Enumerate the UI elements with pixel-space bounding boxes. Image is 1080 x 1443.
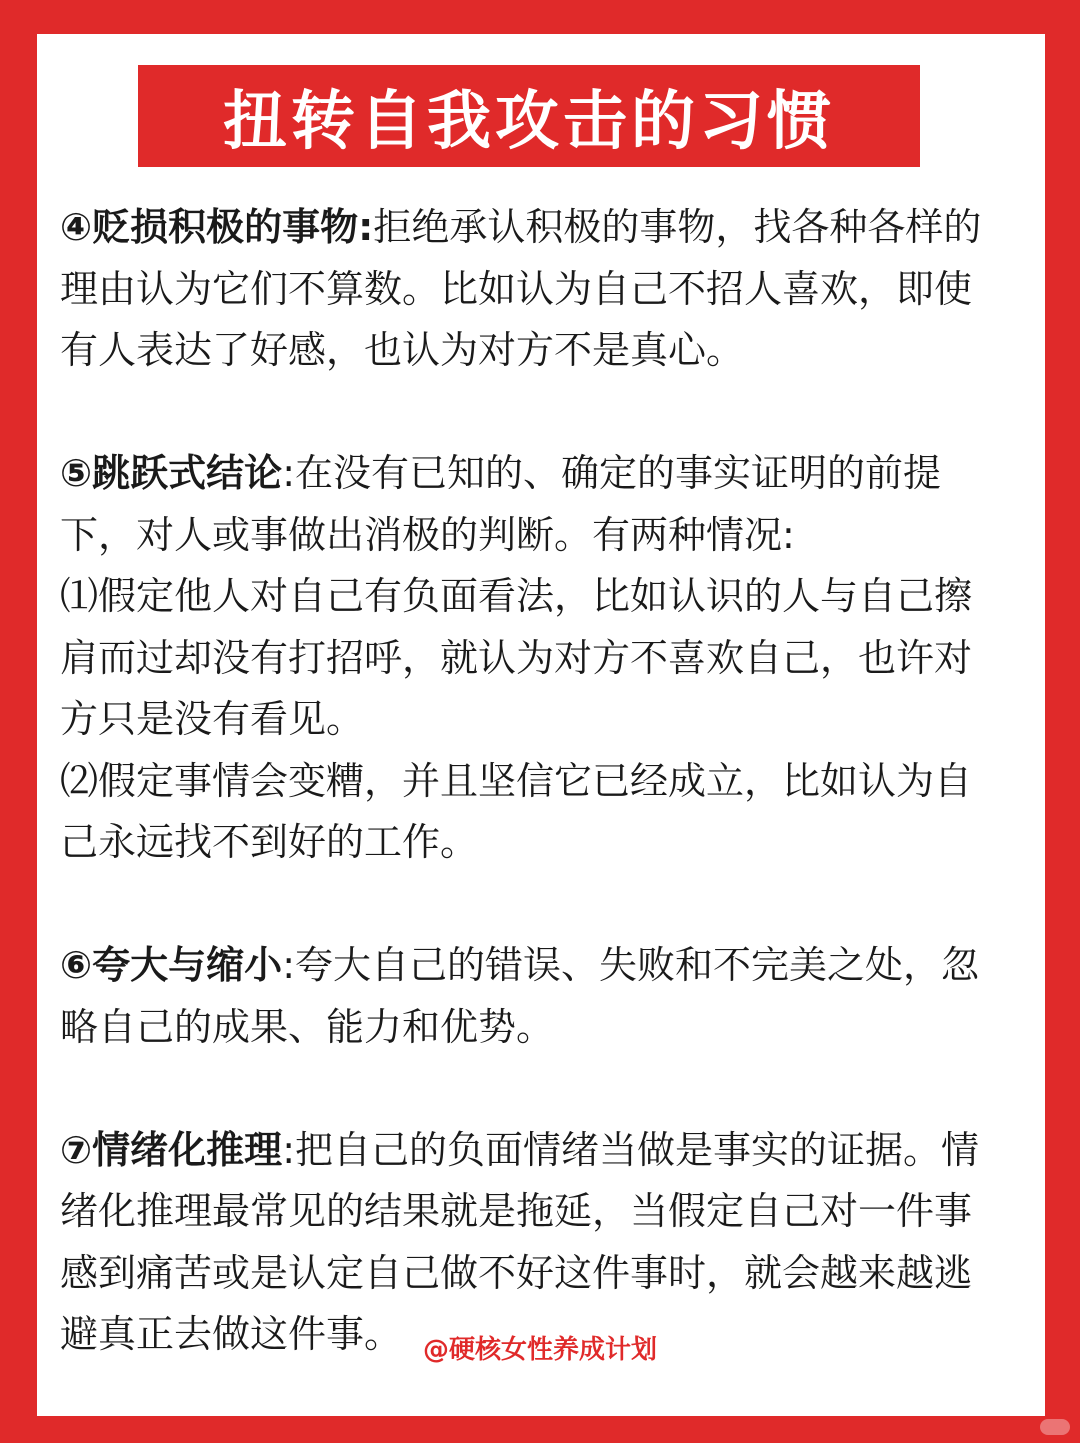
section-text: :在没有已知的、确定的事实证明的前提下，对人或事做出消极的判断。有两种情况: <box>60 451 941 557</box>
section-term: ④贬损积极的事物: <box>60 205 374 249</box>
section-paragraph <box>60 197 1000 382</box>
section-text: :夸大自己的错误、失败和不完美之处，忽略自己的成果、能力和优势。 <box>60 943 979 1049</box>
section-subpoint: ⑵假定事情会变糟，并且坚信它已经成立，比如认为自己永远找不到好的工作。 <box>60 758 973 864</box>
section-paragraph <box>60 935 1000 1058</box>
author-watermark: @硬核女性养成计划 <box>422 1335 657 1365</box>
page-title: 扭转自我攻击的习惯 <box>223 85 835 159</box>
section-term: ⑤跳跃式结论 <box>60 451 283 495</box>
section-jumping-conclusions <box>60 443 1000 874</box>
section-subpoint: ⑴假定他人对自己有负面看法，比如认识的人与自己擦肩而过却没有打招呼，就认为对方不喜欢自己，也许对方只是没有看见。 <box>60 574 973 741</box>
section-discount-positive <box>60 197 1000 382</box>
content-card <box>37 34 1045 1416</box>
section-text: :把自己的负面情绪当做是事实的证据。情绪化推理最常见的结果就是拖延，当假定自己对一件事感到痛苦或是认定自己做不好这件事时，就会越来越逃避真正去做这件事。 <box>60 1127 979 1356</box>
section-term: ⑥夸大与缩小 <box>60 943 283 987</box>
section-paragraph <box>60 443 1000 566</box>
section-term: ⑦情绪化推理 <box>60 1127 283 1172</box>
section-magnify-minimize <box>60 935 1000 1058</box>
platform-logo-icon <box>1040 1419 1070 1435</box>
title-banner <box>138 65 920 167</box>
article-body <box>60 197 1000 1427</box>
section-text: 拒绝承认积极的事物，找各种各样的理由认为它们不算数。比如认为自己不招人喜欢，即使有人表达了好感，也认为对方不是真心。 <box>60 205 982 372</box>
